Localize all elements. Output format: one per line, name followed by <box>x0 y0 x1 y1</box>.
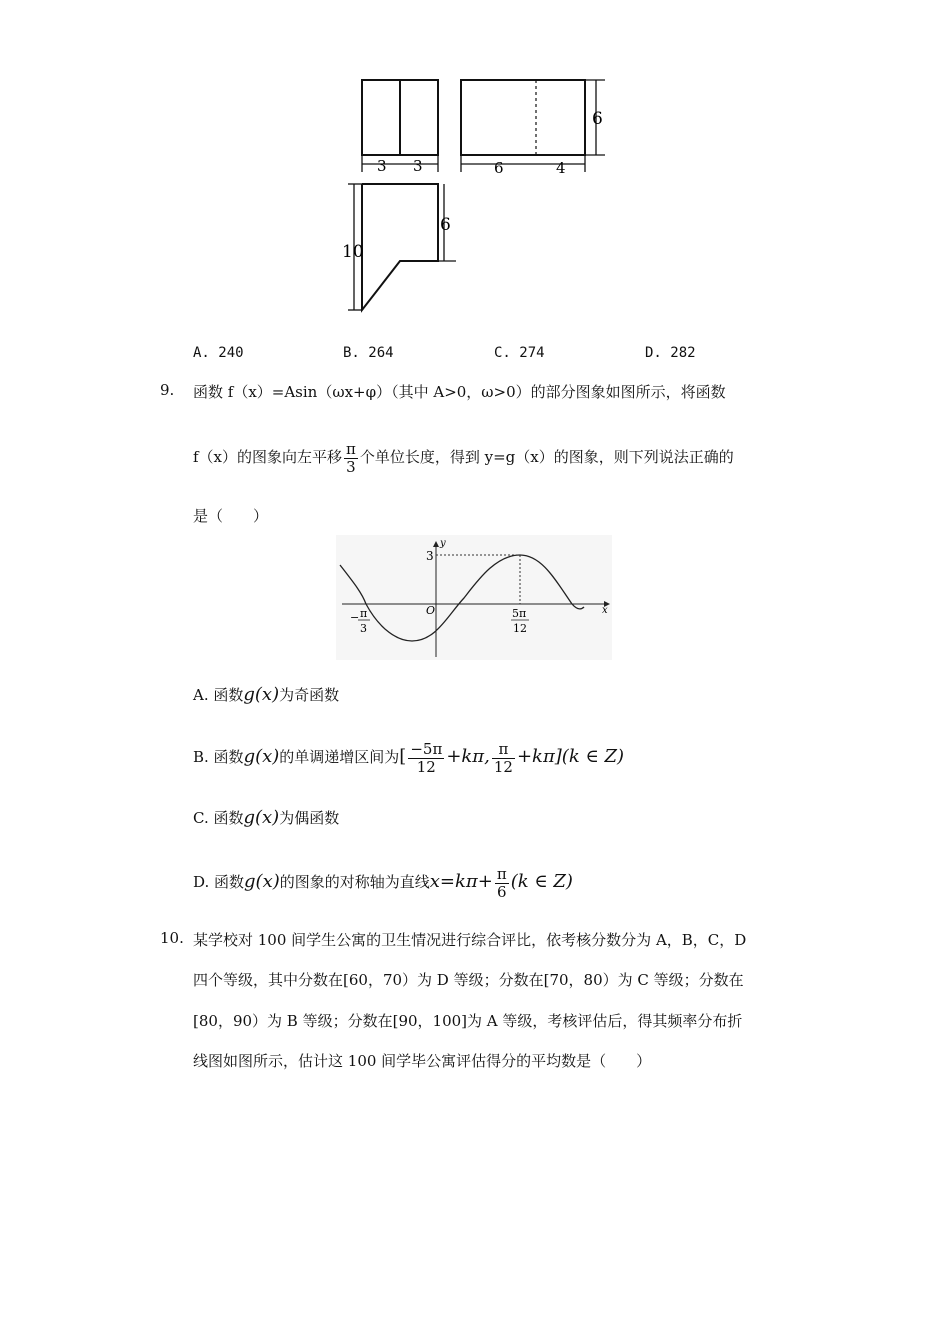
option-b-frac2-den: 12 <box>493 757 513 776</box>
x-axis-label: x <box>602 605 608 616</box>
top-view <box>348 184 456 310</box>
option-b-frac1-den: 12 <box>416 757 436 776</box>
shift-num: π <box>346 440 356 458</box>
shift-fraction <box>344 441 358 475</box>
option-d-frac-num: π <box>496 865 507 883</box>
option-d-frac <box>495 866 509 900</box>
q10-number: 10. <box>160 929 184 947</box>
left-zero-den: 3 <box>360 622 367 635</box>
option-b-k2: +kπ](k ∈ Z) <box>516 746 625 767</box>
peak-x-den: 12 <box>513 622 527 635</box>
front-dim-right: 3 <box>413 157 423 175</box>
option-d-mid: 的图象的对称轴为直线 <box>279 873 430 891</box>
q9-stem-line1: 函数 f（x）=Asin（ωx+φ）（其中 A>0，ω>0）的部分图象如图所示，将函数 <box>193 383 726 401</box>
q8-option-c: C. 274 <box>494 345 545 361</box>
option-b-frac2-num: π <box>492 741 515 759</box>
left-zero-num: π <box>360 607 368 620</box>
q9-option-d <box>193 866 573 900</box>
q9-line2-post: 个单位长度，得到 y=g（x）的图象，则下列说法正确的 <box>359 448 734 466</box>
option-d-frac-den: 6 <box>496 882 507 901</box>
q9-option-a <box>193 684 339 705</box>
max-value-label: 3 <box>426 549 434 563</box>
option-a-post: 为奇函数 <box>279 686 340 704</box>
front-dim-left: 3 <box>377 157 387 175</box>
q9-option-c <box>193 807 339 828</box>
option-c-post: 为偶函数 <box>279 809 340 827</box>
q10-line3: [80，90）为 B 等级；分数在[90，100]为 A 等级，考核评估后，得其频率分布折 <box>193 1012 743 1030</box>
q9-line2-pre: f（x）的图象向左平移 <box>193 448 343 466</box>
top-height-right: 6 <box>440 215 451 235</box>
q10-line2: 四个等级，其中分数在[60，70）为 D 等级；分数在[70，80）为 C 等级；分数在 <box>193 971 744 989</box>
option-b-open-bracket: [ <box>399 746 407 767</box>
top-height-left: 10 <box>342 242 364 262</box>
option-a-pre: A. 函数 <box>193 686 244 704</box>
side-height-label: 6 <box>592 109 603 129</box>
left-zero-sign: − <box>350 611 360 624</box>
side-dim-right: 4 <box>556 159 566 177</box>
option-b-frac2 <box>492 741 515 775</box>
option-d-math: g(x) <box>244 871 280 892</box>
option-c-math: g(x) <box>243 807 280 828</box>
option-c-pre: C. 函数 <box>193 809 244 827</box>
q9-stem-line3: 是（ ） <box>193 507 269 525</box>
origin-label: O <box>426 604 436 617</box>
sine-graph <box>336 535 612 660</box>
q8-option-a: A. 240 <box>193 345 244 361</box>
option-d-pre: D. 函数 <box>193 873 245 891</box>
side-view <box>461 80 605 172</box>
option-a-math: g(x) <box>243 684 280 705</box>
q10-line4: 线图如图所示，估计这 100 间学毕公寓评估得分的平均数是（ ） <box>193 1052 652 1070</box>
q9-stem-line2 <box>193 441 734 475</box>
option-d-eq: x=kπ+ <box>429 871 493 892</box>
option-b-math: g(x) <box>243 746 280 767</box>
shift-den: 3 <box>346 457 356 476</box>
front-view <box>362 80 438 172</box>
option-b-mid: 的单调递增区间为 <box>279 748 400 766</box>
q9-option-b <box>193 741 624 775</box>
q10-line1: 某学校对 100 间学生公寓的卫生情况进行综合评比，依考核分数分为 A，B，C，D <box>193 931 747 949</box>
three-view-figure <box>340 72 620 322</box>
peak-x-num: 5π <box>512 607 527 620</box>
option-b-pre: B. 函数 <box>193 748 244 766</box>
option-b-k1: +kπ, <box>446 746 490 767</box>
q8-option-b: B. 264 <box>343 345 394 361</box>
y-axis-label: y <box>440 538 446 549</box>
option-b-frac1-num: −5π <box>410 740 443 758</box>
option-d-end: (k ∈ Z) <box>510 871 573 892</box>
option-b-frac1 <box>408 741 444 775</box>
q8-option-d: D. 282 <box>645 345 696 361</box>
side-dim-left: 6 <box>494 159 504 177</box>
q9-number: 9. <box>160 381 175 399</box>
